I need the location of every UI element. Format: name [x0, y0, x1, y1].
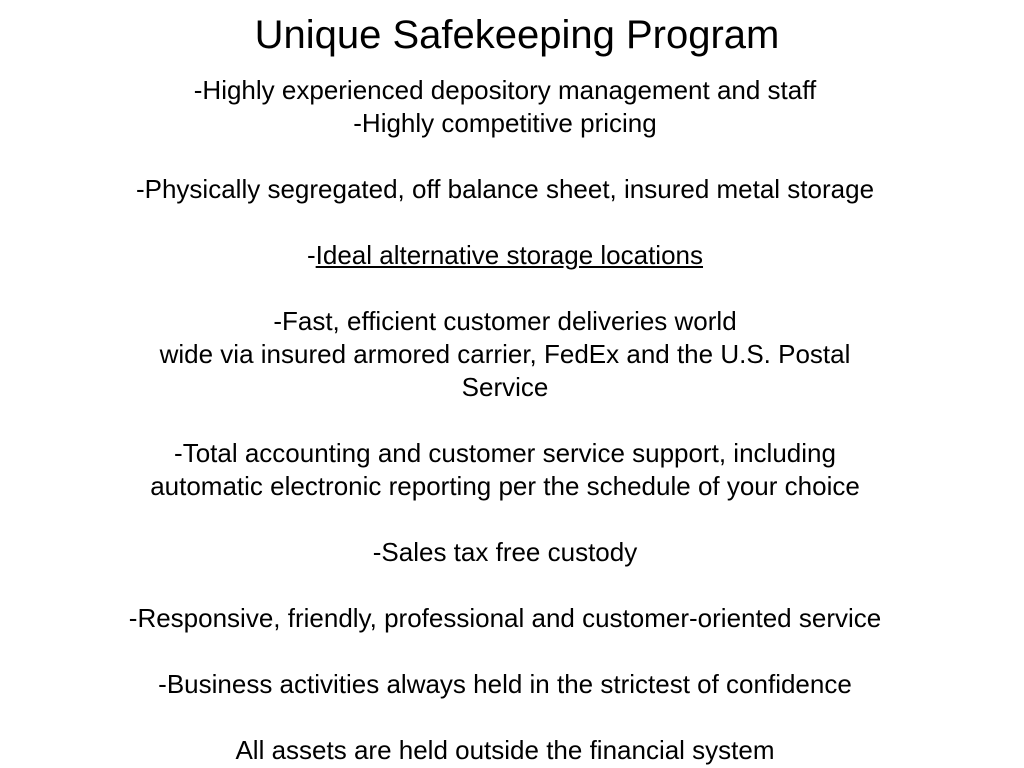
closing-statement: All assets are held outside the financial system — [235, 735, 775, 765]
bullet-prefix: - — [306, 240, 316, 270]
bullet-storage-locations — [0, 239, 1010, 272]
slide-title: Unique Safekeeping Program — [254, 13, 780, 57]
bullet-deliveries-line-1: -Fast, efficient customer deliveries world — [273, 306, 737, 336]
bullet-sales-tax: -Sales tax free custody — [372, 537, 638, 567]
bullet-accounting-line-2: automatic electronic reporting per the schedule of your choice — [150, 471, 860, 501]
bullet-accounting-line-1: -Total accounting and customer service support, including — [174, 438, 836, 468]
bullet-competitive-pricing: -Highly competitive pricing — [353, 108, 657, 138]
bullet-deliveries-line-3: Service — [461, 372, 549, 402]
bullet-confidence: -Business activities always held in the strictest of confidence — [158, 669, 852, 699]
bullet-experienced-staff: -Highly experienced depository management and staff — [193, 75, 817, 105]
bullet-deliveries-line-2: wide via insured armored carrier, FedEx and the U.S. Postal — [159, 339, 851, 369]
bullet-service: -Responsive, friendly, professional and customer-oriented service — [128, 603, 882, 633]
bullet-segregated-storage: -Physically segregated, off balance sheet, insured metal storage — [135, 174, 875, 204]
bullet-storage-locations-link-text: Ideal alternative storage locations — [315, 240, 704, 270]
